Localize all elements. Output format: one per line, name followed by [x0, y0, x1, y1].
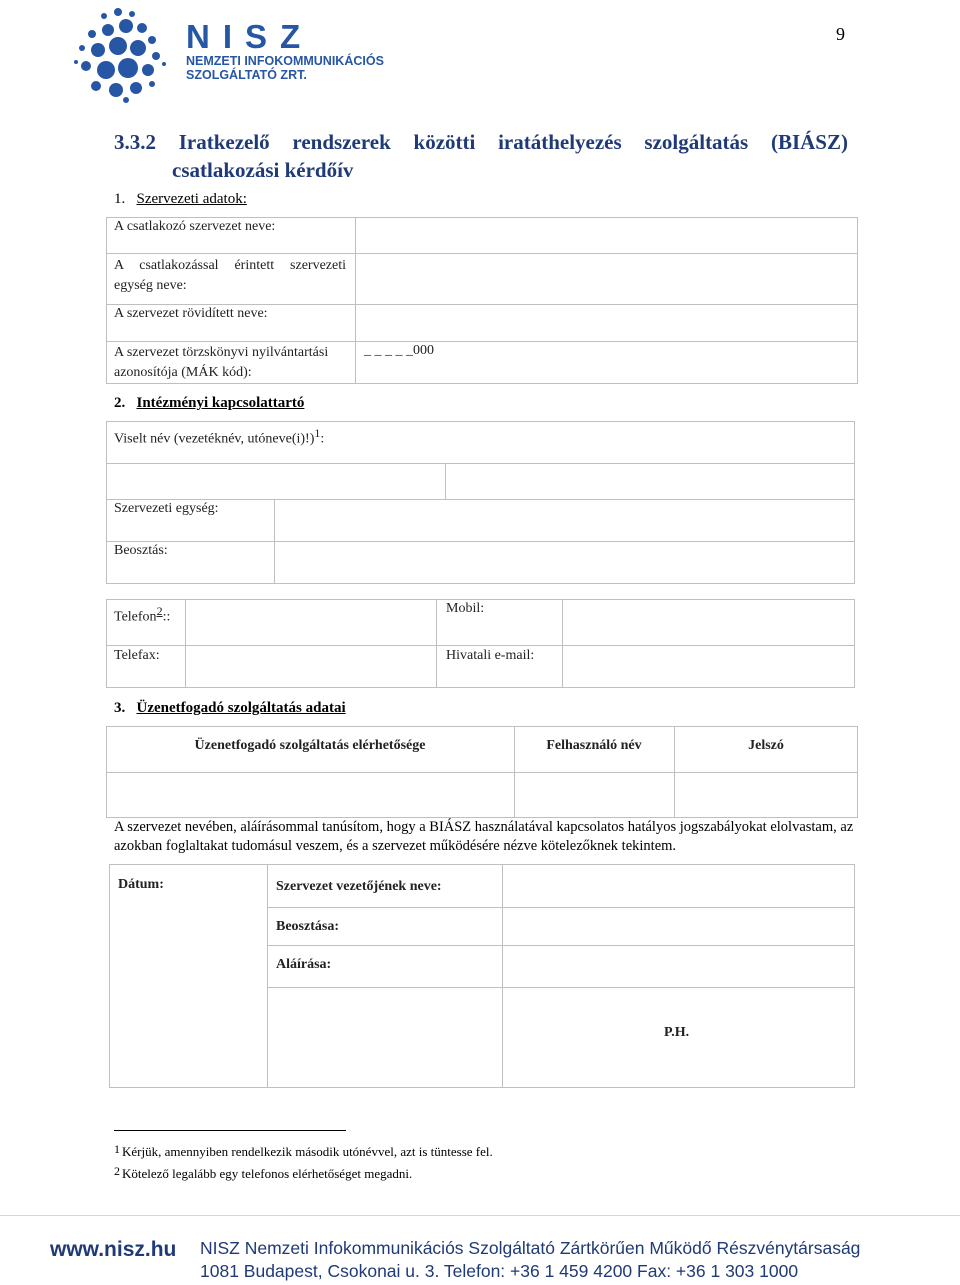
logo-brand: NISZ	[186, 18, 314, 55]
org-name-field[interactable]	[358, 218, 856, 252]
footnote-ref-1[interactable]: 1	[314, 426, 321, 440]
title-line-2: csatlakozási kérdőív	[172, 158, 354, 182]
contact-name-field[interactable]	[107, 464, 444, 498]
section-2-number: 2.	[114, 395, 126, 411]
logo-line-2: SZOLGÁLTATÓ ZRT.	[186, 68, 307, 82]
footer-divider	[0, 1215, 960, 1216]
short-name-field[interactable]	[358, 305, 856, 340]
endpoint-field[interactable]	[107, 773, 513, 817]
leader-position-field[interactable]	[503, 908, 854, 944]
date-field[interactable]	[110, 900, 266, 1087]
title-line-1	[114, 128, 848, 156]
col-header-username: Felhasználó név	[546, 738, 642, 753]
email-field[interactable]	[563, 646, 854, 687]
page-number: 9	[836, 24, 845, 44]
section-3-title: Üzenetfogadó szolgáltatás adatai	[136, 700, 346, 716]
mak-code-field[interactable]: _ _ _ _ _000	[364, 343, 434, 358]
footer-company: NISZ Nemzeti Infokommunikációs Szolgáltató Zártkörűen Működő Részvénytársaság	[200, 1238, 861, 1258]
footer-url[interactable]: www.nisz.hu	[50, 1238, 177, 1261]
title-word: közötti	[413, 130, 476, 154]
unit-label: Szervezeti egység:	[114, 501, 219, 516]
email-label: Hivatali e-mail:	[446, 648, 535, 663]
phone-field[interactable]	[186, 600, 435, 644]
signature-field[interactable]	[503, 946, 854, 986]
footnote-1: $^1$ Kérjük, amennyiben rendelkezik második utónévvel, azt is tüntesse fel.	[114, 1142, 493, 1159]
leader-name-field[interactable]	[503, 865, 854, 906]
leader-position-label: Beosztása:	[276, 919, 339, 934]
username-field[interactable]	[515, 773, 673, 817]
col-header-endpoint: Üzenetfogadó szolgáltatás elérhetősége	[194, 738, 426, 753]
title-word: szolgáltatás	[644, 130, 749, 154]
phone-label: Telefon$^2$::	[114, 604, 171, 625]
section-1-number: 1.	[114, 191, 126, 207]
mobile-label: Mobil:	[446, 601, 485, 616]
title-word: iratáthelyezés	[498, 130, 622, 154]
stamp-label: P.H.	[664, 1025, 690, 1040]
title-number: 3.3.2	[114, 130, 156, 154]
unit-field[interactable]	[275, 500, 854, 540]
mak-code-label: A szervezet törzskönyvi nyilvántartási azonosítója (MÁK kód):	[114, 345, 329, 380]
document-title	[114, 128, 848, 184]
position-field[interactable]	[275, 542, 854, 583]
section-1-title: Szervezeti adatok:	[136, 191, 247, 207]
section-3-heading	[114, 700, 346, 717]
mobile-field[interactable]	[563, 600, 854, 644]
unit-name-label: A csatlakozással érintett szervezeti egység neve:	[114, 258, 346, 293]
position-label: Beosztás:	[114, 543, 168, 558]
section-2-title: Intézményi kapcsolattartó	[136, 395, 305, 411]
leader-name-label: Szervezet vezetőjének neve:	[276, 879, 442, 894]
footnote-ref-2[interactable]: 2	[156, 604, 163, 618]
fax-label: Telefax:	[114, 648, 160, 663]
section-2-heading	[114, 395, 304, 412]
footnote-separator	[114, 1130, 346, 1131]
title-word: Iratkezelő	[178, 130, 270, 154]
password-field[interactable]	[675, 773, 857, 817]
footer-address: 1081 Budapest, Csokonai u. 3. Telefon: +36 1 459 4200 Fax: +36 1 303 1000	[200, 1261, 799, 1281]
section-1-heading	[114, 191, 247, 208]
unit-name-field[interactable]	[358, 254, 856, 303]
date-label: Dátum:	[118, 877, 164, 892]
contact-name-label: Viselt név (vezetéknév, utóneve(i)!)$^1$:	[114, 426, 325, 447]
signature-label: Aláírása:	[276, 957, 332, 972]
org-name-label: A csatlakozó szervezet neve:	[114, 219, 276, 234]
nisz-logo-icon	[68, 4, 178, 104]
title-word: (BIÁSZ)	[770, 130, 848, 154]
logo-line-1: NEMZETI INFOKOMMUNIKÁCIÓS	[186, 54, 384, 68]
section-3-number: 3.	[114, 700, 126, 716]
contact-name-field-2[interactable]	[446, 464, 854, 498]
col-header-password: Jelszó	[748, 738, 784, 753]
title-word: rendszerek	[292, 130, 391, 154]
footnote-2: $^2$ Kötelező legalább egy telefonos elérhetőséget megadni.	[114, 1164, 413, 1181]
short-name-label: A szervezet rövidített neve:	[114, 306, 268, 321]
fax-field[interactable]	[186, 646, 435, 687]
declaration-text: A szervezet nevében, aláírásommal tanúsítom, hogy a BIÁSZ használatával kapcsolatos hatályos jogszabályokat elolvastam, az azokban foglaltakat tudomásul veszem, és a szervezet működésére nézve kötelezőknek tekintem.	[114, 819, 854, 854]
logo-subtitle	[186, 54, 384, 82]
